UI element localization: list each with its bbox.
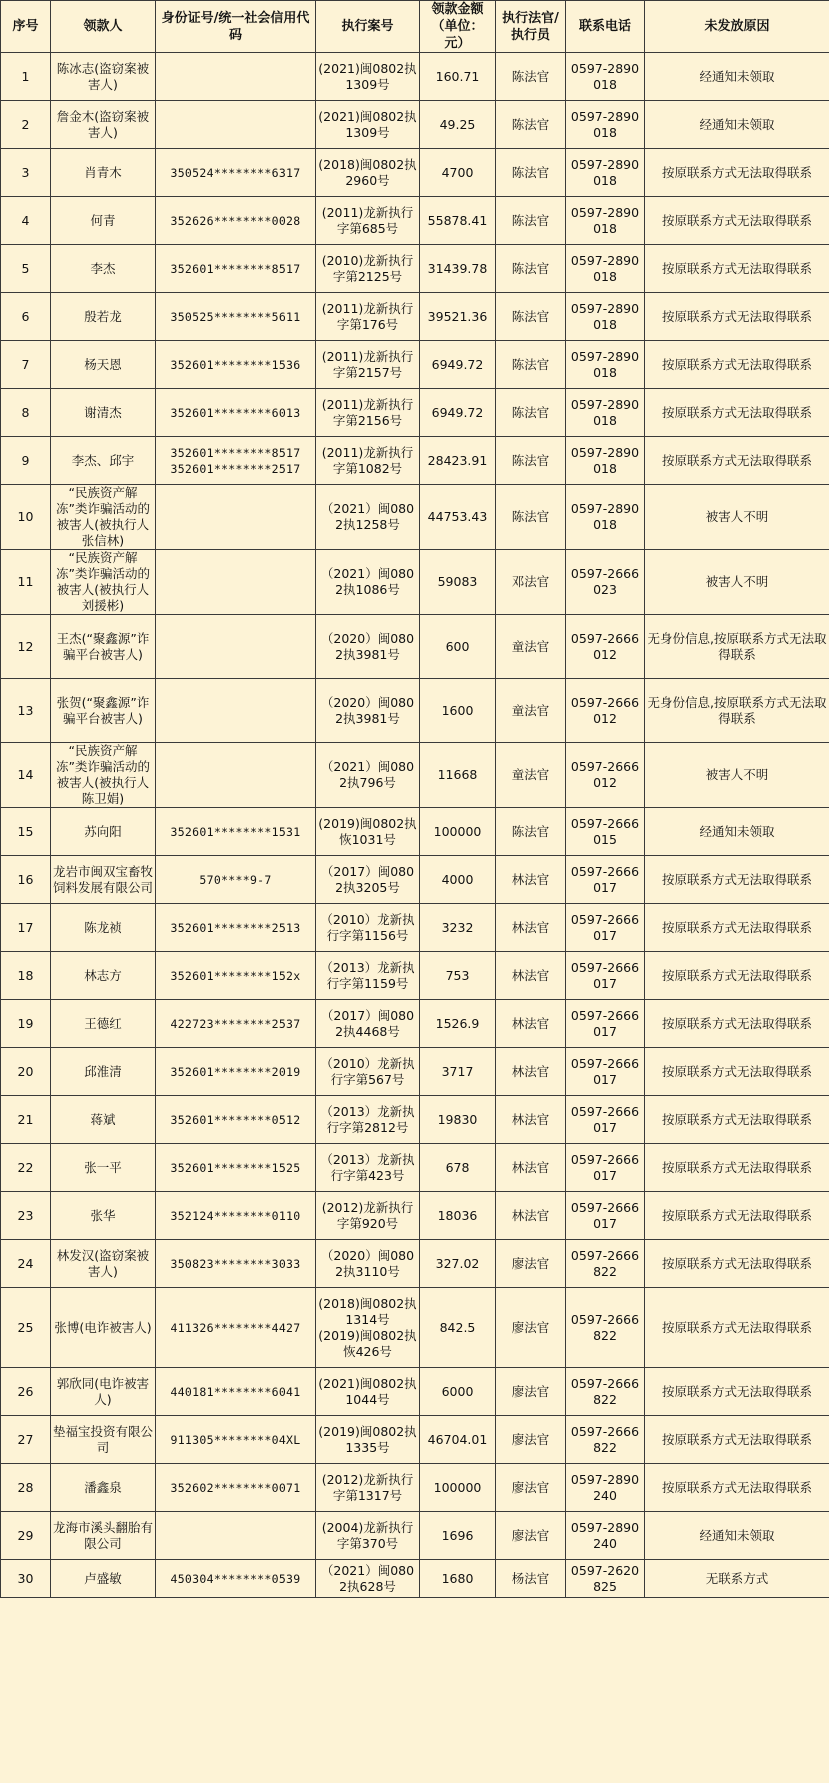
reason: 按原联系方式无法取得联系 (645, 856, 829, 904)
payee-name: 郭欣同(电诈被害人) (51, 1368, 156, 1416)
reason: 无身份信息,按原联系方式无法取得联系 (645, 615, 829, 679)
reason: 被害人不明 (645, 485, 829, 550)
phone: 0597-2890018 (566, 245, 645, 293)
id-number: 450304********0539 (156, 1560, 316, 1598)
amount: 39521.36 (420, 293, 496, 341)
amount: 19830 (420, 1096, 496, 1144)
id-number (156, 743, 316, 808)
amount: 6949.72 (420, 389, 496, 437)
phone: 0597-2666012 (566, 679, 645, 743)
case-number: (2018)闽0802执1314号 (2019)闽0802执恢426号 (316, 1288, 420, 1368)
phone: 0597-2890018 (566, 197, 645, 245)
phone: 0597-2666015 (566, 808, 645, 856)
id-number (156, 615, 316, 679)
table-row (1, 101, 829, 149)
id-number: 352626********0028 (156, 197, 316, 245)
judge: 林法官 (496, 904, 566, 952)
reason: 按原联系方式无法取得联系 (645, 1416, 829, 1464)
payee-name: “民族资产解冻”类诈骗活动的被害人(被执行人陈卫娟) (51, 743, 156, 808)
header-case: 执行案号 (316, 1, 420, 53)
judge: 林法官 (496, 1000, 566, 1048)
amount: 6949.72 (420, 341, 496, 389)
judge: 廖法官 (496, 1240, 566, 1288)
judge: 林法官 (496, 1096, 566, 1144)
reason: 按原联系方式无法取得联系 (645, 952, 829, 1000)
phone: 0597-2666822 (566, 1416, 645, 1464)
case-number: (2021)闽0802执1309号 (316, 101, 420, 149)
id-number (156, 53, 316, 101)
payee-name: 王德红 (51, 1000, 156, 1048)
id-number: 440181********6041 (156, 1368, 316, 1416)
row-no: 21 (1, 1096, 51, 1144)
judge: 杨法官 (496, 1560, 566, 1598)
phone: 0597-2890018 (566, 437, 645, 485)
row-no: 28 (1, 1464, 51, 1512)
phone: 0597-2666017 (566, 856, 645, 904)
case-number: （2010）龙新执行字第1156号 (316, 904, 420, 952)
phone: 0597-2666017 (566, 1000, 645, 1048)
reason: 按原联系方式无法取得联系 (645, 1144, 829, 1192)
phone: 0597-2890018 (566, 53, 645, 101)
phone: 0597-2666012 (566, 743, 645, 808)
amount: 160.71 (420, 53, 496, 101)
amount: 59083 (420, 550, 496, 615)
amount: 55878.41 (420, 197, 496, 245)
reason: 按原联系方式无法取得联系 (645, 1096, 829, 1144)
case-number: （2020）闽0802执3981号 (316, 679, 420, 743)
amount: 49.25 (420, 101, 496, 149)
payee-name: 李杰 (51, 245, 156, 293)
case-number: (2011)龙新执行字第2157号 (316, 341, 420, 389)
payee-name: 王杰(“聚鑫源”诈骗平台被害人) (51, 615, 156, 679)
id-number (156, 1512, 316, 1560)
amount: 753 (420, 952, 496, 1000)
id-number: 570****9-7 (156, 856, 316, 904)
payee-name: 龙岩市闽双宝畜牧饲料发展有限公司 (51, 856, 156, 904)
phone: 0597-2666017 (566, 952, 645, 1000)
case-number: （2020）闽0802执3981号 (316, 615, 420, 679)
phone: 0597-2890018 (566, 485, 645, 550)
id-number: 350524********6317 (156, 149, 316, 197)
header-reason: 未发放原因 (645, 1, 829, 53)
case-number: （2021）闽0802执1086号 (316, 550, 420, 615)
case-number: (2011)龙新执行字第2156号 (316, 389, 420, 437)
reason: 经通知未领取 (645, 1512, 829, 1560)
reason: 按原联系方式无法取得联系 (645, 245, 829, 293)
judge: 陈法官 (496, 341, 566, 389)
phone: 0597-2666822 (566, 1288, 645, 1368)
amount: 678 (420, 1144, 496, 1192)
case-number: (2019)闽0802执1335号 (316, 1416, 420, 1464)
phone: 0597-2666012 (566, 615, 645, 679)
row-no: 4 (1, 197, 51, 245)
reason: 经通知未领取 (645, 808, 829, 856)
id-number: 352601********1525 (156, 1144, 316, 1192)
payee-name: 张华 (51, 1192, 156, 1240)
amount: 31439.78 (420, 245, 496, 293)
judge: 陈法官 (496, 293, 566, 341)
phone: 0597-2890018 (566, 389, 645, 437)
table-row (1, 1512, 829, 1560)
id-number: 352601********6013 (156, 389, 316, 437)
id-number: 352602********0071 (156, 1464, 316, 1512)
id-number: 352601********8517 352601********2517 (156, 437, 316, 485)
payee-name: 潘鑫泉 (51, 1464, 156, 1512)
table-row (1, 293, 829, 341)
case-number: (2021)闽0802执1044号 (316, 1368, 420, 1416)
row-no: 24 (1, 1240, 51, 1288)
table-row (1, 53, 829, 101)
judge: 陈法官 (496, 101, 566, 149)
row-no: 30 (1, 1560, 51, 1598)
phone: 0597-2666017 (566, 1096, 645, 1144)
payee-name: 杨天恩 (51, 341, 156, 389)
reason: 按原联系方式无法取得联系 (645, 149, 829, 197)
reason: 按原联系方式无法取得联系 (645, 1000, 829, 1048)
id-number: 350525********5611 (156, 293, 316, 341)
row-no: 22 (1, 1144, 51, 1192)
phone: 0597-2890240 (566, 1512, 645, 1560)
row-no: 16 (1, 856, 51, 904)
payee-name: 张一平 (51, 1144, 156, 1192)
reason: 经通知未领取 (645, 53, 829, 101)
case-number: (2019)闽0802执恢1031号 (316, 808, 420, 856)
payee-name: 蒋斌 (51, 1096, 156, 1144)
reason: 无联系方式 (645, 1560, 829, 1598)
id-number: 422723********2537 (156, 1000, 316, 1048)
amount: 1600 (420, 679, 496, 743)
judge: 童法官 (496, 615, 566, 679)
phone: 0597-2666023 (566, 550, 645, 615)
judge: 陈法官 (496, 53, 566, 101)
reason: 经通知未领取 (645, 101, 829, 149)
row-no: 3 (1, 149, 51, 197)
table-row (1, 1560, 829, 1598)
judge: 林法官 (496, 1048, 566, 1096)
table-row (1, 1464, 829, 1512)
case-number: (2004)龙新执行字第370号 (316, 1512, 420, 1560)
judge: 陈法官 (496, 197, 566, 245)
phone: 0597-2666017 (566, 1048, 645, 1096)
table-row (1, 1288, 829, 1368)
table-row (1, 808, 829, 856)
header-no: 序号 (1, 1, 51, 53)
row-no: 26 (1, 1368, 51, 1416)
judge: 陈法官 (496, 808, 566, 856)
row-no: 6 (1, 293, 51, 341)
row-no: 12 (1, 615, 51, 679)
case-number: (2012)龙新执行字第920号 (316, 1192, 420, 1240)
judge: 陈法官 (496, 389, 566, 437)
row-no: 18 (1, 952, 51, 1000)
payee-name: 陈冰志(盗窃案被害人) (51, 53, 156, 101)
id-number: 352124********0110 (156, 1192, 316, 1240)
table-row (1, 743, 829, 808)
judge: 林法官 (496, 952, 566, 1000)
case-number: （2020）闽0802执3110号 (316, 1240, 420, 1288)
reason: 按原联系方式无法取得联系 (645, 341, 829, 389)
case-number: (2011)龙新执行字第1082号 (316, 437, 420, 485)
judge: 陈法官 (496, 485, 566, 550)
phone: 0597-2666017 (566, 1144, 645, 1192)
table-row (1, 615, 829, 679)
amount: 4700 (420, 149, 496, 197)
payee-name: 邱淮清 (51, 1048, 156, 1096)
row-no: 17 (1, 904, 51, 952)
table-row (1, 197, 829, 245)
judge: 童法官 (496, 743, 566, 808)
case-number: （2021）闽0802执628号 (316, 1560, 420, 1598)
phone: 0597-2666822 (566, 1240, 645, 1288)
phone: 0597-2620825 (566, 1560, 645, 1598)
reason: 按原联系方式无法取得联系 (645, 1192, 829, 1240)
amount: 600 (420, 615, 496, 679)
reason: 按原联系方式无法取得联系 (645, 1240, 829, 1288)
judge: 陈法官 (496, 437, 566, 485)
row-no: 25 (1, 1288, 51, 1368)
reason: 被害人不明 (645, 550, 829, 615)
row-no: 1 (1, 53, 51, 101)
case-number: (2011)龙新执行字第176号 (316, 293, 420, 341)
payee-name: 肖青木 (51, 149, 156, 197)
amount: 11668 (420, 743, 496, 808)
phone: 0597-2890018 (566, 293, 645, 341)
payee-name: 垫福宝投资有限公司 (51, 1416, 156, 1464)
amount: 3232 (420, 904, 496, 952)
amount: 327.02 (420, 1240, 496, 1288)
table-row (1, 550, 829, 615)
amount: 842.5 (420, 1288, 496, 1368)
table-row (1, 1144, 829, 1192)
payee-name: “民族资产解冻”类诈骗活动的被害人(被执行人张信林) (51, 485, 156, 550)
table-row (1, 1048, 829, 1096)
reason: 按原联系方式无法取得联系 (645, 1368, 829, 1416)
table-row (1, 1240, 829, 1288)
table-row (1, 1368, 829, 1416)
row-no: 23 (1, 1192, 51, 1240)
amount: 3717 (420, 1048, 496, 1096)
amount: 6000 (420, 1368, 496, 1416)
reason: 按原联系方式无法取得联系 (645, 1048, 829, 1096)
amount: 28423.91 (420, 437, 496, 485)
reason: 按原联系方式无法取得联系 (645, 197, 829, 245)
amount: 46704.01 (420, 1416, 496, 1464)
reason: 按原联系方式无法取得联系 (645, 904, 829, 952)
judge: 童法官 (496, 679, 566, 743)
row-no: 29 (1, 1512, 51, 1560)
id-number: 911305********04XL (156, 1416, 316, 1464)
id-number: 352601********152x (156, 952, 316, 1000)
judge: 林法官 (496, 856, 566, 904)
row-no: 9 (1, 437, 51, 485)
id-number: 350823********3033 (156, 1240, 316, 1288)
phone: 0597-2666017 (566, 904, 645, 952)
id-number: 352601********2019 (156, 1048, 316, 1096)
id-number: 411326********4427 (156, 1288, 316, 1368)
table-row (1, 1416, 829, 1464)
case-number: （2017）闽0802执3205号 (316, 856, 420, 904)
table-row (1, 437, 829, 485)
id-number: 352601********1531 (156, 808, 316, 856)
judge: 林法官 (496, 1192, 566, 1240)
case-number: （2010）龙新执行字第567号 (316, 1048, 420, 1096)
judge: 廖法官 (496, 1416, 566, 1464)
table-row (1, 952, 829, 1000)
payee-name: 张贺(“聚鑫源”诈骗平台被害人) (51, 679, 156, 743)
table-row (1, 389, 829, 437)
id-number (156, 550, 316, 615)
reason: 无身份信息,按原联系方式无法取得联系 (645, 679, 829, 743)
judge: 廖法官 (496, 1288, 566, 1368)
row-no: 7 (1, 341, 51, 389)
case-number: （2013）龙新执行字第2812号 (316, 1096, 420, 1144)
case-number: （2013）龙新执行字第423号 (316, 1144, 420, 1192)
reason: 按原联系方式无法取得联系 (645, 293, 829, 341)
row-no: 27 (1, 1416, 51, 1464)
table-row (1, 1000, 829, 1048)
judge: 林法官 (496, 1144, 566, 1192)
payee-name: 何青 (51, 197, 156, 245)
amount: 1696 (420, 1512, 496, 1560)
reason: 按原联系方式无法取得联系 (645, 1464, 829, 1512)
id-number (156, 101, 316, 149)
id-number (156, 485, 316, 550)
judge: 陈法官 (496, 149, 566, 197)
row-no: 20 (1, 1048, 51, 1096)
phone: 0597-2890018 (566, 149, 645, 197)
phone: 0597-2666822 (566, 1368, 645, 1416)
row-no: 10 (1, 485, 51, 550)
judge: 陈法官 (496, 245, 566, 293)
judge: 廖法官 (496, 1512, 566, 1560)
payee-name: 谢清杰 (51, 389, 156, 437)
case-number: （2013）龙新执行字第1159号 (316, 952, 420, 1000)
payee-name: 龙海市溪头翻胎有限公司 (51, 1512, 156, 1560)
row-no: 11 (1, 550, 51, 615)
amount: 44753.43 (420, 485, 496, 550)
phone: 0597-2890240 (566, 1464, 645, 1512)
judge: 廖法官 (496, 1368, 566, 1416)
payee-name: “民族资产解冻”类诈骗活动的被害人(被执行人刘援彬) (51, 550, 156, 615)
header-phone: 联系电话 (566, 1, 645, 53)
payee-name: 林发汉(盗窃案被害人) (51, 1240, 156, 1288)
reason: 按原联系方式无法取得联系 (645, 437, 829, 485)
row-no: 8 (1, 389, 51, 437)
payee-name: 林志方 (51, 952, 156, 1000)
table-row (1, 485, 829, 550)
case-number: （2021）闽0802执796号 (316, 743, 420, 808)
amount: 4000 (420, 856, 496, 904)
id-number: 352601********2513 (156, 904, 316, 952)
row-no: 5 (1, 245, 51, 293)
case-number: (2010)龙新执行字第2125号 (316, 245, 420, 293)
case-number: (2011)龙新执行字第685号 (316, 197, 420, 245)
header-judge: 执行法官/执行员 (496, 1, 566, 53)
payee-name: 卢盛敏 (51, 1560, 156, 1598)
table-body (1, 53, 829, 1598)
row-no: 14 (1, 743, 51, 808)
case-number: (2021)闽0802执1309号 (316, 53, 420, 101)
amount: 1526.9 (420, 1000, 496, 1048)
header-payee: 领款人 (51, 1, 156, 53)
id-number: 352601********8517 (156, 245, 316, 293)
table-row (1, 856, 829, 904)
case-number: (2018)闽0802执2960号 (316, 149, 420, 197)
amount: 18036 (420, 1192, 496, 1240)
id-number: 352601********0512 (156, 1096, 316, 1144)
id-number (156, 679, 316, 743)
table-row (1, 904, 829, 952)
table-row (1, 341, 829, 389)
row-no: 15 (1, 808, 51, 856)
phone: 0597-2890018 (566, 341, 645, 389)
judge: 廖法官 (496, 1464, 566, 1512)
table-row (1, 1192, 829, 1240)
case-number: (2012)龙新执行字第1317号 (316, 1464, 420, 1512)
header-amount: 领款金额（单位：元） (420, 1, 496, 53)
amount: 1680 (420, 1560, 496, 1598)
table-row (1, 679, 829, 743)
reason: 按原联系方式无法取得联系 (645, 389, 829, 437)
payee-name: 陈龙祯 (51, 904, 156, 952)
header-id: 身份证号/统一社会信用代码 (156, 1, 316, 53)
payee-name: 张博(电诈被害人) (51, 1288, 156, 1368)
payee-name: 李杰、邱宇 (51, 437, 156, 485)
table-row (1, 1096, 829, 1144)
phone: 0597-2666017 (566, 1192, 645, 1240)
payee-name: 詹金木(盗窃案被害人) (51, 101, 156, 149)
reason: 被害人不明 (645, 743, 829, 808)
amount: 100000 (420, 808, 496, 856)
row-no: 13 (1, 679, 51, 743)
table-row (1, 245, 829, 293)
row-no: 2 (1, 101, 51, 149)
header-row (1, 1, 829, 53)
reason: 按原联系方式无法取得联系 (645, 1288, 829, 1368)
payee-name: 殷若龙 (51, 293, 156, 341)
case-number: （2021）闽0802执1258号 (316, 485, 420, 550)
case-number: （2017）闽0802执4468号 (316, 1000, 420, 1048)
payee-name: 苏向阳 (51, 808, 156, 856)
id-number: 352601********1536 (156, 341, 316, 389)
table-row (1, 149, 829, 197)
row-no: 19 (1, 1000, 51, 1048)
amount: 100000 (420, 1464, 496, 1512)
phone: 0597-2890018 (566, 101, 645, 149)
judge: 邓法官 (496, 550, 566, 615)
